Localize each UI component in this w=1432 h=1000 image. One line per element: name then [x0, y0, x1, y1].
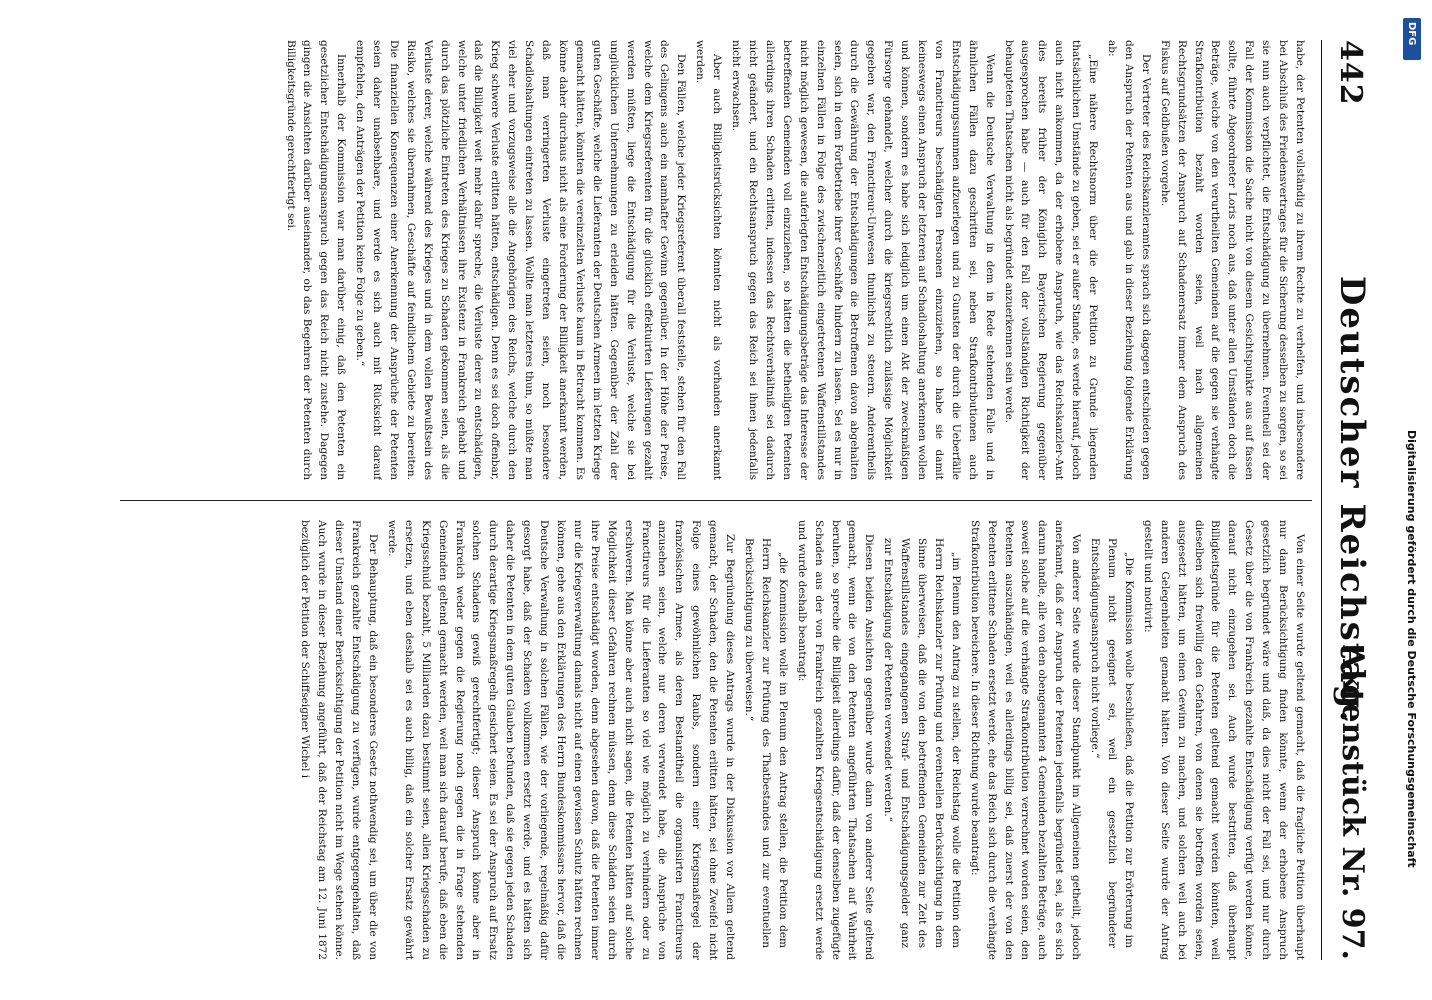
quoted-motion: „die Kommission wolle im Plenum den Antrag stellen, die Petition dem Herrn Reichskanzler zur Prüfung des Thatbestandes und zur eventuellen Berücksichtigung zu überweisen.“ — [743, 538, 789, 948]
quoted-motion: „im Plenum den Antrag zu stellen, der Reichstag wolle die Petition dem Herrn Reichskanzler zur Prüfung und eventuellen Berücksichtigung in dem Sinne überweisen, daß die von den betreffenden Gemeinden zur Zeit des Waffenstillstandes eingegangenen Straf- und Entschädigungsgelder ganz zur Entschädigung der Petenten verwendet werden.“ — [882, 538, 962, 948]
page-title: Deutscher Reichstag. — [1332, 275, 1372, 725]
dfg-logo-text: DFG — [1406, 22, 1417, 46]
page-header — [1321, 40, 1382, 960]
column-divider — [120, 500, 1312, 501]
paragraph: Von einer Seite wurde geltend gemacht, daß die fragliche Petition überhaupt nur dann Berücksichtigung finden könnte, wenn der erhobene Anspruch gesetzlich begründet wäre und daß, da dies nicht der Fall sei, und nur durch Gesetz über die von Frankreich gezahlte Entschädigung verfügt werden könne, darauf nicht einzugehen sei. Auch wurde bestritten, daß überhaupt Billigkeitsgründe für die Petenten geltend gemacht werden könnten, weil dieselben sich freiwillig den Gefahren, von denen sie betroffen worden seien, ausgesetzt hätten, um einen Gewinn zu machen, und solchen weil auch bei anderen Gelegenheiten gemacht hätten. Von dieser Seite wurde der Antrag gestellt und motivirt: — [1141, 520, 1306, 960]
paragraph: Der Vertreter des Reichskanzleramtes sprach sich dagegen entschieden gegen den Anspruch der Petenten aus und gab in dieser Beziehung folgende Erklärung ab: — [1106, 40, 1152, 480]
funding-note-text: Digitalisierung gefördert durch die Deutsche Forschungsgemeinschaft — [1405, 430, 1418, 868]
document-number: Aktenstück Nr. 97. — [1335, 645, 1370, 960]
page-number: 442 — [1333, 40, 1368, 106]
scanned-page — [50, 0, 1400, 1000]
paragraph: Diesen beiden Ansichten gegenüber wurde dann von anderer Seite geltend gemacht, wenn die von den Petenten angeführten Thatsachen auf Wahrheit beruhen, so spreche die Billigkeit allerdings dafür, daß der denselben zugefügte Schaden aus der von Frankreich gezahlten Kriegsentschädigung ersetzt werde und wurde deshalb beantragt: — [795, 520, 876, 960]
quoted-motion: „Die Kommission wolle beschließen, daß die Petition zur Erörterung im Plenum nicht geeignet sei, weil ein gesetzlich begründeter Entschädigungsanspruch nicht vorliege.“ — [1089, 538, 1135, 948]
paragraph: Den Fällen, welche jeder Kriegsreferent überall feststelle, stehen für den Fall des Gelingens auch ein namhafter Gewinn gegenüber. In der Höhe der Preise, welche dem Kriegsreferenten für die glücklich effektuirten Lieferungen gezahlt werden müßten, liege die Entschädigung für die Verluste, welche sie bei unglücklichen Unternehmungen zu erleiden hätten. Gegenüber der Zahl der guten Geschäfte, welche die Lieferanten der Deutschen Armeen im letzten Kriege gemacht hätten, könnten die vereinzelten Verluste kaum in Betracht kommen. Es könne daher durchaus nicht als eine Forderung der Billigkeit anerkannt werden, daß man verringerten Verluste eingetreten seien, noch besondere Schadloshaltungen eintreten zu lassen. Wollte man letzteres thun, so müßte man viel eher und vorzugsweise alle die Angehörigen des Reichs, welche durch den Krieg schwere Verluste erlitten hätten, entschädigen. Denn es sei doch offenbar, daß die Billigkeit weit mehr dafür spreche, die Verluste derer zu entschädigen, welche unter friedlichen Verhältnissen ihre Existenz in Frankreich gehabt und durch das plötzliche Eintreten des Krieges zu Schaden gekommen seien, als die Verluste derer, welche während des Krieges und in dem vollen Bewußtsein des Risiko, welches sie übernahmen, Geschäfte auf feindlichem Gebiete zu bereiten. Die finanziellen Konsequenzen einer Anerkennung der Ansprüche der Petenten seien daher unabsehbare, und werde es sich auch mit Rücksicht darauf empfehlen, den Anträgen der Petition keine Folge zu geben.“ — [354, 40, 688, 480]
funding-note — [1402, 430, 1422, 990]
paragraph: Aber auch Billigkeitsrücksichten könnten nicht als vorhanden anerkannt werden. — [694, 40, 724, 480]
paragraph: „Eine nähere Rechtsnorm über die der Petition zu Grunde liegenden thatsächlichen Umstände zu geben, sei er außer Stande, es werde hierauf, jedoch auch nicht ankommen, da der erhobene Anspruch, wie das Reichskanzler-Amt dies bereits früher der Königlich Bayerischen Regierung gegenüber ausgesprochen habe — auch für den Fall der vollständigen Richtigkeit der behaupteten Thatsachen nicht als begründet anzuerkennen sein werde. — [1002, 40, 1100, 480]
paragraph: Der Behauptung, daß ein besonderes Gesetz nothwendig sei, um über die von Frankreich gezahlte Entschädigung zu verfügen, wurde entgegengehalten, daß dieser Umstand einer Berücksichtigung der Petition nicht im Wege stehen könne. Auch wurde in dieser Beziehung angeführt, daß der Reichstag am 12. Juni 1872 bezüglich der Petition der Schiffseigner Wichel i — [299, 520, 380, 960]
dfg-logo-icon — [1403, 18, 1421, 60]
text-column-left — [90, 40, 1308, 480]
paragraph: Zur Begründung dieses Antrags wurde in der Diskussion vor Allem geltend gemacht, der Schaden, den die Petenten erlitten hätten, sei ohne Zweifel nicht Folge eines gewöhnlichen Raubs, sondern einer Kriegsmaßregel der französischen Armee, als deren Bestandtheil die organisirten Franctireurs anzusehen seien, welche nur deren verwendet habe, die Ansprüche von Franctireurs für die Lieferanten so viel wie möglich zu verhindern oder zu erschweren. Man könne aber auch nicht sagen, die Petenten hätten auf solche Möglichkeit dieser Gefahren rechnen müssen, denn diese Schäden seien durch ihre Preise entschädigt worden, denn abgesehen davon, daß die Petenten immer nur die Kriegsverwaltung damals nicht auf einen gewissen Schutz hätten rechnen können, gehe aus den Erklärungen des Herrn Bundeskommissars hervor, daß die Deutsche Verwaltung in solchen Fällen, wie der vorliegende, regelmäßig dafür gesorgt habe, daß der Schaden vollkommen ersetzt werde, und es hätten sich daher die Petenten in dem guten Glauben befunden, daß sie gegen jeden Schaden durch derartige Kriegsmaßregeln gesichert seien. Es sei der Anspruch auf Ersatz solchen Schadens gewiß gerechtfertigt; dieser Anspruch könne aber in Frankreich weder gegen die Regierung noch gegen die in Frage stehenden Gemeinden geltend gemacht werden, weil man sich darauf berufe, daß eben die Kriegsschuld bezahlt, 5 Milliarden dazu bestimmt seien, allen Kriegsschaden zu ersetzen, und eben deshalb sei es auch billig, daß ein solcher Ersatz gewährt werde. — [385, 520, 737, 960]
text-column-right — [90, 520, 1308, 960]
paragraph: habe, der Petenten vollständig zu ihrem Rechte zu verhelfen, und insbesondere bei Abschluß des Friedensvertrages für die Sicherung desselben zu sorgen, so sei sie nun auch verpflichtet, die Entschädigung zu übernehmen. Eventuell sei der Fall der Kommission die Sache nicht von diesem Gesichtspunkte aus auf fassen sollte, führte Abgeordneter Loris noch aus, daß unter allen Umständen doch die Beträge, welche von den verurtheilten Gemeinden auf die gegen sie verhängte Strafkontribution bezahlt worden seien, weil nach allgemeinen Rechtsgrundsätzen der Anspruch auf Schadenersatz immer dem Anspruch des Fiskus auf Geldbußen vorgehe. — [1158, 40, 1306, 480]
paragraph: Wenn die Deutsche Verwaltung in dem in Rede stehenden Falle und in ähnlichen Fällen dazu geschritten sei, neben Strafkontributionen auch Entschädigungssummen aufzuerlegen und zu Gunsten der durch die Ueberfälle von Franctireurs beschädigten Personen einzuziehen, so habe sie damit keineswegs einen Anspruch der letzteren auf Schadloshaltung anerkennen wollen und können, sondern es habe sich lediglich um einen Akt der zweckmäßigen Fürsorge gehandelt, welcher durch die kriegsrechtlich zulässige Möglichkeit gegeben war, den Franctireur-Unwesen thunlichst zu steuern. Anderentheils durch die Gewährung der Entschädigungen die Betroffenen davon abgehalten seien, sich in dem Fortbetriebe ihrer Geschäfte hindern zu lassen. Sei es nur in einzelnen Fällen in Folge des zwischenzeitlich eingetretenen Waffenstillstandes nicht möglich gewesen, die auferlegten Entschädigungsbeträge das Interesse der betreffenden Gemeinden voll einzuziehen, so hätten die betheiligten Petenten allerdings ihren Schaden erlitten, indessen das Rechtsverhältniß sei dadurch nicht geändert, und ein Rechtsanspruch gegen das Reich sei ihnen jedenfalls nicht erwachsen. — [730, 40, 996, 480]
paragraph: Innerhalb der Kommission war man darüber einig, daß den Petenten ein gesetzlicher Entschädigungsanspruch gegen das Reich nicht zustehe. Dagegen gingen die Ansichten darüber auseinander, ob das Begehren der Petenten durch Billigkeitsgründe gerechtfertigt sei. — [284, 40, 348, 480]
paragraph: Von anderer Seite wurde dieser Standpunkt im Allgemeinen getheilt, jedoch anerkannt, daß der Anspruch der Petenten jedenfalls begründet sei, als es sich darum handle, alle von den obengenannten 4 Gemeinden bezahlten Beträge, auch soweit solche auf die verhängte Strafkontribution verrechnet worden seien, den Petenten auszuhändigen, weil es allerdings billig sei, daß zuerst der von den Petenten erlittene Schaden ersetzt werde, ehe das Reich sich durch die verhängte Strafkontribution bereichere. In dieser Richtung wurde beantragt: — [968, 520, 1083, 960]
